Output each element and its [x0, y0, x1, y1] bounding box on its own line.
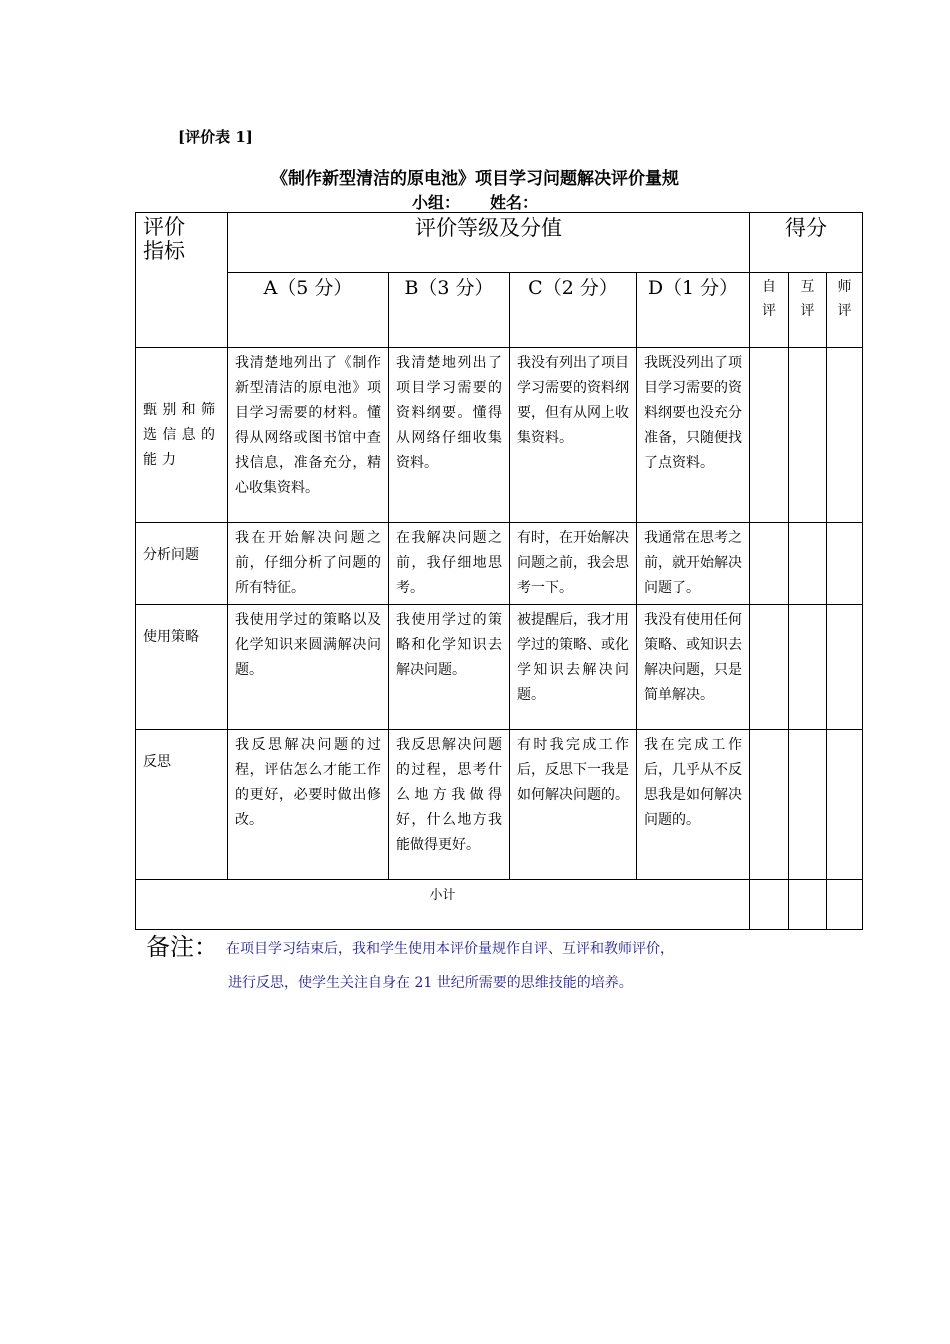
- grade-b-cell: 我清楚地列出了项目学习需要的资料纲要。懂得从网络仔细收集资料。: [389, 348, 510, 523]
- self-score-cell[interactable]: [750, 605, 789, 730]
- teacher-score-cell[interactable]: [827, 605, 863, 730]
- peer-eval-header: 互 评: [789, 273, 827, 348]
- table-row: [136, 523, 863, 605]
- grade-d-cell: 我没有使用任何策略、或知识去解决问题，只是简单解决。: [637, 605, 750, 730]
- self-subtotal-cell[interactable]: [750, 880, 789, 930]
- grade-b-cell: 在我解决问题之前，我仔细地思考。: [389, 523, 510, 605]
- header-grades-title: 评价等级及分值: [228, 213, 750, 273]
- grade-c-cell: 有时我完成工作后，反思下一我是如何解决问题的。: [510, 730, 637, 880]
- note-line-1: 在项目学习结束后，我和学生使用本评价量规作自评、互评和教师评价，: [226, 941, 674, 957]
- peer-score-cell[interactable]: [789, 523, 827, 605]
- page-title: 《制作新型清洁的原电池》项目学习问题解决评价量规: [271, 169, 679, 189]
- peer-subtotal-cell[interactable]: [789, 880, 827, 930]
- table-row: [136, 605, 863, 730]
- grade-c-cell: 有时，在开始解决问题之前，我会思考一下。: [510, 523, 637, 605]
- peer-score-cell[interactable]: [789, 730, 827, 880]
- criterion-cell: 甄别和筛选信息的能力: [136, 348, 228, 523]
- grade-a-cell: 我清楚地列出了《制作新型清洁的原电池》项目学习需要的材料。懂得从网络或图书馆中查找信息，准备充分，精心收集资料。: [228, 348, 389, 523]
- grade-b-header: B（3 分）: [389, 273, 510, 348]
- subtotal-label: 小计: [136, 880, 750, 930]
- subtotal-row: [136, 880, 863, 930]
- grade-b-cell: 我反思解决问题的过程，思考什么地方我做得好，什么地方我能做得更好。: [389, 730, 510, 880]
- note-line-2: 进行反思，使学生关注自身在 21 世纪所需要的思维技能的培养。: [228, 975, 633, 991]
- criterion-cell: 分析问题: [136, 523, 228, 605]
- header-criterion: 评价 指标: [136, 213, 228, 348]
- grade-d-cell: 我在完成工作后，几乎从不反思我是如何解决问题的。: [637, 730, 750, 880]
- subtitle: [0, 190, 950, 213]
- self-score-cell[interactable]: [750, 348, 789, 523]
- self-eval-header: 自 评: [750, 273, 789, 348]
- teacher-subtotal-cell[interactable]: [827, 880, 863, 930]
- grade-c-cell: 被提醒后，我才用学过的策略、或化学知识去解决问题。: [510, 605, 637, 730]
- grade-b-cell: 我使用学过的策略和化学知识去解决问题。: [389, 605, 510, 730]
- criterion-cell: 反思: [136, 730, 228, 880]
- note: [146, 932, 674, 991]
- grade-d-cell: 我通常在思考之前，就开始解决问题了。: [637, 523, 750, 605]
- criterion-cell: 使用策略: [136, 605, 228, 730]
- teacher-score-cell[interactable]: [827, 348, 863, 523]
- teacher-score-cell[interactable]: [827, 730, 863, 880]
- grade-c-header: C（2 分）: [510, 273, 637, 348]
- rubric-table: [135, 212, 863, 930]
- group-label: 小组：: [411, 193, 460, 212]
- grade-a-cell: 我在开始解决问题之前，仔细分析了问题的所有特征。: [228, 523, 389, 605]
- self-score-cell[interactable]: [750, 523, 789, 605]
- table-row: [136, 348, 863, 523]
- grade-d-header: D（1 分）: [637, 273, 750, 348]
- name-label: 姓名：: [490, 193, 539, 212]
- grade-a-cell: 我使用学过的策略以及化学知识来圆满解决问题。: [228, 605, 389, 730]
- self-score-cell[interactable]: [750, 730, 789, 880]
- grade-c-cell: 我没有列出了项目学习需要的资料纲要，但有从网上收集资料。: [510, 348, 637, 523]
- note-heading: 备注：: [146, 933, 218, 961]
- peer-score-cell[interactable]: [789, 348, 827, 523]
- grade-d-cell: 我既没列出了项目学习需要的资料纲要也没充分准备，只随便找了点资料。: [637, 348, 750, 523]
- table-row: [136, 730, 863, 880]
- teacher-score-cell[interactable]: [827, 523, 863, 605]
- teacher-eval-header: 师 评: [827, 273, 863, 348]
- header-score-title: 得分: [750, 213, 863, 273]
- peer-score-cell[interactable]: [789, 605, 827, 730]
- grade-a-cell: 我反思解决问题的过程，评估怎么才能工作的更好，必要时做出修改。: [228, 730, 389, 880]
- form-label: [评价表 1]: [178, 128, 253, 146]
- grade-a-header: A（5 分）: [228, 273, 389, 348]
